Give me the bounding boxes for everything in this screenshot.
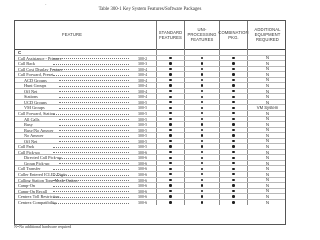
combination-feature-cell <box>219 117 247 122</box>
bullet-icon <box>169 157 171 159</box>
standard-feature-cell <box>156 67 184 72</box>
bullet-icon <box>201 57 203 59</box>
bullet-icon <box>201 112 203 114</box>
bullet-icon <box>169 145 171 147</box>
reference-cell: 300-5 <box>137 116 148 122</box>
feature-cell: Centrex Compatibility <box>18 200 129 206</box>
universal-feature-cell <box>184 67 219 72</box>
bullet-icon <box>201 168 203 170</box>
reference-cell: 300-5 <box>137 133 148 138</box>
universal-feature-cell <box>184 72 219 77</box>
standard-feature-cell <box>156 122 184 127</box>
combination-feature-cell <box>219 78 247 83</box>
reference-column-header <box>129 21 156 50</box>
bullet-icon <box>201 195 203 197</box>
universal-feature-cell <box>184 133 219 138</box>
feature-cell: VM Groups <box>24 105 129 110</box>
standard-feature-cell <box>156 150 184 155</box>
bullet-icon <box>232 195 234 197</box>
bullet-icon <box>232 62 234 64</box>
additional-equipment-cell: N <box>247 172 286 177</box>
additional-equipment-cell: VM System <box>247 105 286 110</box>
feature-cell: Calling Station Tone Mode Option <box>18 178 129 183</box>
bullet-icon <box>201 62 203 64</box>
universal-feature-cell <box>184 200 219 206</box>
bullet-icon <box>169 112 171 114</box>
feature-cell: Camp-On <box>18 183 129 188</box>
universal-feature-cell <box>184 50 219 55</box>
reference-cell: 300-6 <box>137 160 148 166</box>
bullet-icon <box>201 118 203 120</box>
bullet-icon <box>232 151 234 153</box>
bullet-icon <box>232 145 234 147</box>
combination-feature-cell <box>219 72 247 77</box>
bullet-icon <box>201 129 203 131</box>
feature-cell: Off Net <box>24 89 129 94</box>
feature-cell: Call Transfer <box>18 166 129 171</box>
bullet-icon <box>169 57 171 59</box>
feature-cell: Call Park <box>18 144 129 149</box>
combination-feature-cell <box>219 183 247 188</box>
additional-equipment-column-header: ADDITIONAL EQUIPMENT REQUIRED <box>247 21 286 50</box>
feature-cell: UCD Groups <box>24 100 129 105</box>
bullet-icon <box>169 190 171 192</box>
bullet-icon <box>169 73 171 75</box>
dotted-leader <box>59 91 129 92</box>
bullet-icon <box>232 184 234 186</box>
dotted-leader <box>53 197 129 198</box>
standard-feature-cell <box>156 128 184 133</box>
feature-table <box>14 20 286 225</box>
bullet-icon <box>201 201 203 203</box>
reference-cell: 300-2 <box>137 55 148 61</box>
combination-feature-cell <box>219 161 247 166</box>
universal-feature-cell <box>184 100 219 105</box>
combination-feature-cell <box>219 61 247 66</box>
standard-feature-cell <box>156 111 184 116</box>
universal-feature-cell <box>184 189 219 194</box>
standard-feature-cell <box>156 194 184 199</box>
combination-feature-cell <box>219 139 247 144</box>
dotted-leader <box>53 58 129 59</box>
feature-cell: Call Forward, Station <box>18 111 129 116</box>
combination-feature-cell <box>219 122 247 127</box>
dotted-leader <box>53 69 129 70</box>
reference-cell: 300-5 <box>137 99 148 105</box>
universal-feature-cell <box>184 161 219 166</box>
combination-feature-cell <box>219 166 247 171</box>
standard-feature-cell <box>156 56 184 61</box>
universal-feature-cell <box>184 183 219 188</box>
standard-feature-cell <box>156 72 184 77</box>
bullet-icon <box>201 179 203 181</box>
bullet-icon <box>169 96 171 98</box>
bullet-icon <box>201 79 203 81</box>
universal-feature-cell <box>184 155 219 160</box>
bullet-icon <box>232 157 234 159</box>
bullet-icon <box>232 173 234 175</box>
bullet-icon <box>201 68 203 70</box>
feature-cell: Camp-On Recall <box>18 189 129 194</box>
bullet-icon <box>232 168 234 170</box>
standard-feature-cell <box>156 166 184 171</box>
universal-feature-cell <box>184 166 219 171</box>
dotted-leader <box>59 130 129 131</box>
additional-equipment-cell: N <box>247 150 286 155</box>
bullet-icon <box>232 73 234 75</box>
universal-feature-cell <box>184 194 219 199</box>
bullet-icon <box>201 96 203 98</box>
bullet-icon <box>232 129 234 131</box>
reference-cell: 300-5 <box>137 105 148 111</box>
standard-feature-cell <box>156 155 184 160</box>
page-mark: - <box>45 2 47 7</box>
standard-feature-cell <box>156 50 184 55</box>
bullet-icon <box>169 62 171 64</box>
combination-package-column-header: COMBINATION PKG. <box>219 21 247 50</box>
additional-equipment-cell: N <box>247 155 286 160</box>
universal-feature-cell <box>184 111 219 116</box>
bullet-icon <box>169 168 171 170</box>
bullet-icon <box>232 90 234 92</box>
table-body <box>15 50 285 205</box>
feature-cell: All Calls <box>24 117 129 122</box>
standard-feature-cell <box>156 89 184 94</box>
standard-feature-cell <box>156 189 184 194</box>
dotted-leader <box>59 108 129 109</box>
uniprocessing-features-column-header: UNI- PROCESSING FEATURES <box>184 21 219 50</box>
reference-cell: 300-6 <box>137 177 148 183</box>
universal-feature-cell <box>184 105 219 110</box>
dotted-leader <box>53 75 129 76</box>
universal-feature-cell <box>184 172 219 177</box>
reference-cell: 300-4 <box>137 66 148 72</box>
feature-cell: Call Back <box>18 61 129 66</box>
reference-cell: 300-5 <box>137 144 148 149</box>
bullet-icon <box>201 84 203 86</box>
reference-cell: 300-6 <box>137 155 148 160</box>
bullet-icon <box>232 107 234 109</box>
combination-feature-cell <box>219 83 247 88</box>
additional-equipment-cell: N <box>247 122 286 127</box>
dotted-leader <box>53 186 129 187</box>
universal-feature-cell <box>184 89 219 94</box>
feature-cell: Call Cost Display Feature <box>18 67 129 72</box>
standard-feature-cell <box>156 105 184 110</box>
reference-cell: 300-6 <box>137 149 148 155</box>
bullet-icon <box>169 101 171 103</box>
standard-feature-cell <box>156 200 184 206</box>
bullet-icon <box>169 134 171 136</box>
feature-cell: Busy <box>24 122 129 127</box>
dotted-leader <box>59 141 129 142</box>
feature-cell: Hunt Groups <box>24 83 129 88</box>
additional-equipment-cell: N <box>247 117 286 122</box>
table-header <box>15 21 285 50</box>
combination-feature-cell <box>219 144 247 149</box>
bullet-icon <box>169 151 171 153</box>
dotted-leader <box>53 191 129 192</box>
reference-cell: 300-4 <box>137 72 148 77</box>
universal-feature-cell <box>184 61 219 66</box>
universal-feature-cell <box>184 122 219 127</box>
universal-feature-cell <box>184 94 219 99</box>
reference-cell: 300-4 <box>137 94 148 99</box>
dotted-leader <box>59 163 129 164</box>
bullet-icon <box>201 157 203 159</box>
standard-feature-cell <box>156 183 184 188</box>
dotted-leader <box>59 125 129 126</box>
reference-cell: 300-5 <box>137 138 148 144</box>
bullet-icon <box>232 179 234 181</box>
combination-feature-cell <box>219 111 247 116</box>
combination-feature-cell <box>219 189 247 194</box>
bullet-icon <box>169 68 171 70</box>
table-caption: Table 300-1 Key System Features/Software Packages <box>98 7 202 12</box>
additional-equipment-cell: N <box>247 94 286 99</box>
bullet-icon <box>201 90 203 92</box>
reference-cell <box>129 50 156 55</box>
standard-feature-cell <box>156 117 184 122</box>
additional-equipment-cell: N <box>247 178 286 183</box>
standard-features-column-header: STANDARD FEATURES <box>156 21 184 50</box>
reference-cell: 300-4 <box>137 77 148 83</box>
bullet-icon <box>169 162 171 164</box>
combination-feature-cell <box>219 56 247 61</box>
additional-equipment-cell: N <box>247 200 286 206</box>
combination-feature-cell <box>219 194 247 199</box>
standard-feature-cell <box>156 161 184 166</box>
bullet-icon <box>201 151 203 153</box>
bullet-icon <box>201 73 203 75</box>
feature-cell: Directed Call Pick-up <box>24 155 129 160</box>
reference-cell: 300-6 <box>137 166 148 172</box>
bullet-icon <box>232 112 234 114</box>
dotted-leader <box>59 80 129 81</box>
dotted-leader <box>59 158 129 159</box>
reference-cell: 300-3 <box>137 61 148 66</box>
bullet-icon <box>232 101 234 103</box>
additional-equipment-cell: N <box>247 166 286 171</box>
additional-equipment-cell: N <box>247 100 286 105</box>
bullet-icon <box>232 118 234 120</box>
bullet-icon <box>169 118 171 120</box>
universal-feature-cell <box>184 144 219 149</box>
reference-cell: 300-6 <box>137 183 148 188</box>
footnote: N=No additional hardware required <box>14 224 72 229</box>
reference-cell: 300-5 <box>137 111 148 116</box>
combination-feature-cell <box>219 105 247 110</box>
bullet-icon <box>232 57 234 59</box>
feature-cell: Call Assistance - Primary <box>18 56 129 61</box>
universal-feature-cell <box>184 178 219 183</box>
combination-feature-cell <box>219 89 247 94</box>
combination-feature-cell <box>219 133 247 138</box>
additional-equipment-cell: N <box>247 144 286 149</box>
table-row <box>15 200 285 206</box>
combination-feature-cell <box>219 67 247 72</box>
bullet-icon <box>169 79 171 81</box>
combination-feature-cell <box>219 150 247 155</box>
bullet-icon <box>169 173 171 175</box>
bullet-icon <box>201 162 203 164</box>
feature-cell: Busy/No Answer <box>24 128 129 133</box>
standard-feature-cell <box>156 172 184 177</box>
bullet-icon <box>169 195 171 197</box>
standard-feature-cell <box>156 144 184 149</box>
reference-cell: 300-4 <box>137 83 148 88</box>
standard-feature-cell <box>156 100 184 105</box>
bullet-icon <box>201 140 203 142</box>
bullet-icon <box>232 79 234 81</box>
additional-equipment-cell: N <box>247 111 286 116</box>
feature-column-header: FEATURE <box>62 32 82 38</box>
combination-feature-cell <box>219 200 247 206</box>
bullet-icon <box>169 84 171 86</box>
bullet-icon <box>201 101 203 103</box>
feature-cell: Call Forward, Preset <box>18 72 129 77</box>
additional-equipment-cell: N <box>247 194 286 199</box>
universal-feature-cell <box>184 117 219 122</box>
universal-feature-cell <box>184 150 219 155</box>
dotted-leader <box>53 152 129 153</box>
additional-equipment-cell <box>247 50 286 55</box>
reference-cell: 300-5 <box>137 122 148 127</box>
reference-cell: 300-6 <box>137 172 148 177</box>
combination-feature-cell <box>219 172 247 177</box>
standard-feature-cell <box>156 139 184 144</box>
reference-cell: 300-6 <box>137 194 148 199</box>
dotted-leader <box>53 175 129 176</box>
standard-feature-cell <box>156 78 184 83</box>
feature-cell: Stations <box>24 94 129 99</box>
dotted-leader <box>53 64 129 65</box>
feature-cell: No Answer <box>24 133 129 138</box>
additional-equipment-cell: N <box>247 139 286 144</box>
bullet-icon <box>169 184 171 186</box>
reference-cell: 300-6 <box>137 199 148 205</box>
bullet-icon <box>232 190 234 192</box>
combination-feature-cell <box>219 94 247 99</box>
additional-equipment-cell: N <box>247 183 286 188</box>
bullet-icon <box>232 162 234 164</box>
bullet-icon <box>201 107 203 109</box>
bullet-icon <box>169 123 171 125</box>
bullet-icon <box>232 123 234 125</box>
bullet-icon <box>201 134 203 136</box>
standard-feature-cell <box>156 61 184 66</box>
feature-cell: Group Pick-up <box>24 161 129 166</box>
dotted-leader <box>53 203 129 204</box>
additional-equipment-cell: N <box>247 78 286 83</box>
dotted-leader <box>59 136 129 137</box>
universal-feature-cell <box>184 56 219 61</box>
universal-feature-cell <box>184 139 219 144</box>
bullet-icon <box>169 140 171 142</box>
dotted-leader <box>59 102 129 103</box>
bullet-icon <box>232 140 234 142</box>
bullet-icon <box>201 190 203 192</box>
universal-feature-cell <box>184 128 219 133</box>
bullet-icon <box>169 129 171 131</box>
additional-equipment-cell: N <box>247 61 286 66</box>
bullet-icon <box>232 134 234 136</box>
additional-equipment-cell: N <box>247 128 286 133</box>
dotted-leader <box>53 147 129 148</box>
bullet-icon <box>201 123 203 125</box>
feature-cell: Off Net <box>24 139 129 144</box>
dotted-leader <box>59 119 129 120</box>
additional-equipment-cell: N <box>247 72 286 77</box>
bullet-icon <box>201 145 203 147</box>
standard-feature-cell <box>156 94 184 99</box>
bullet-icon <box>201 173 203 175</box>
additional-equipment-cell: N <box>247 56 286 61</box>
bullet-icon <box>232 96 234 98</box>
combination-feature-cell <box>219 178 247 183</box>
additional-equipment-cell: N <box>247 189 286 194</box>
bullet-icon <box>201 184 203 186</box>
reference-cell: 300-4 <box>137 88 148 94</box>
combination-feature-cell <box>219 50 247 55</box>
universal-feature-cell <box>184 78 219 83</box>
dotted-leader <box>59 97 129 98</box>
bullet-icon <box>232 84 234 86</box>
universal-feature-cell <box>184 83 219 88</box>
feature-cell: Caller Entered ICLID Digits <box>18 172 129 177</box>
dotted-leader <box>53 169 129 170</box>
dotted-leader <box>59 86 129 87</box>
bullet-icon <box>169 201 171 203</box>
standard-feature-cell <box>156 178 184 183</box>
feature-cell: Call Pick-up <box>18 150 129 155</box>
reference-cell: 300-5 <box>137 127 148 133</box>
combination-feature-cell <box>219 100 247 105</box>
feature-cell: ACD Groups <box>24 78 129 83</box>
dotted-leader <box>53 180 129 181</box>
bullet-icon <box>169 107 171 109</box>
additional-equipment-cell: N <box>247 133 286 138</box>
additional-equipment-cell: N <box>247 83 286 88</box>
standard-feature-cell <box>156 83 184 88</box>
bullet-icon <box>169 90 171 92</box>
combination-feature-cell <box>219 155 247 160</box>
combination-feature-cell <box>219 128 247 133</box>
additional-equipment-cell: N <box>247 67 286 72</box>
additional-equipment-cell: N <box>247 161 286 166</box>
reference-cell: 300-6 <box>137 188 148 194</box>
feature-cell: C <box>18 50 22 55</box>
bullet-icon <box>232 68 234 70</box>
feature-cell: Centrex Toll Restriction <box>18 194 129 199</box>
additional-equipment-cell: N <box>247 89 286 94</box>
bullet-icon <box>232 201 234 203</box>
dotted-leader <box>53 114 129 115</box>
bullet-icon <box>169 179 171 181</box>
standard-feature-cell <box>156 133 184 138</box>
